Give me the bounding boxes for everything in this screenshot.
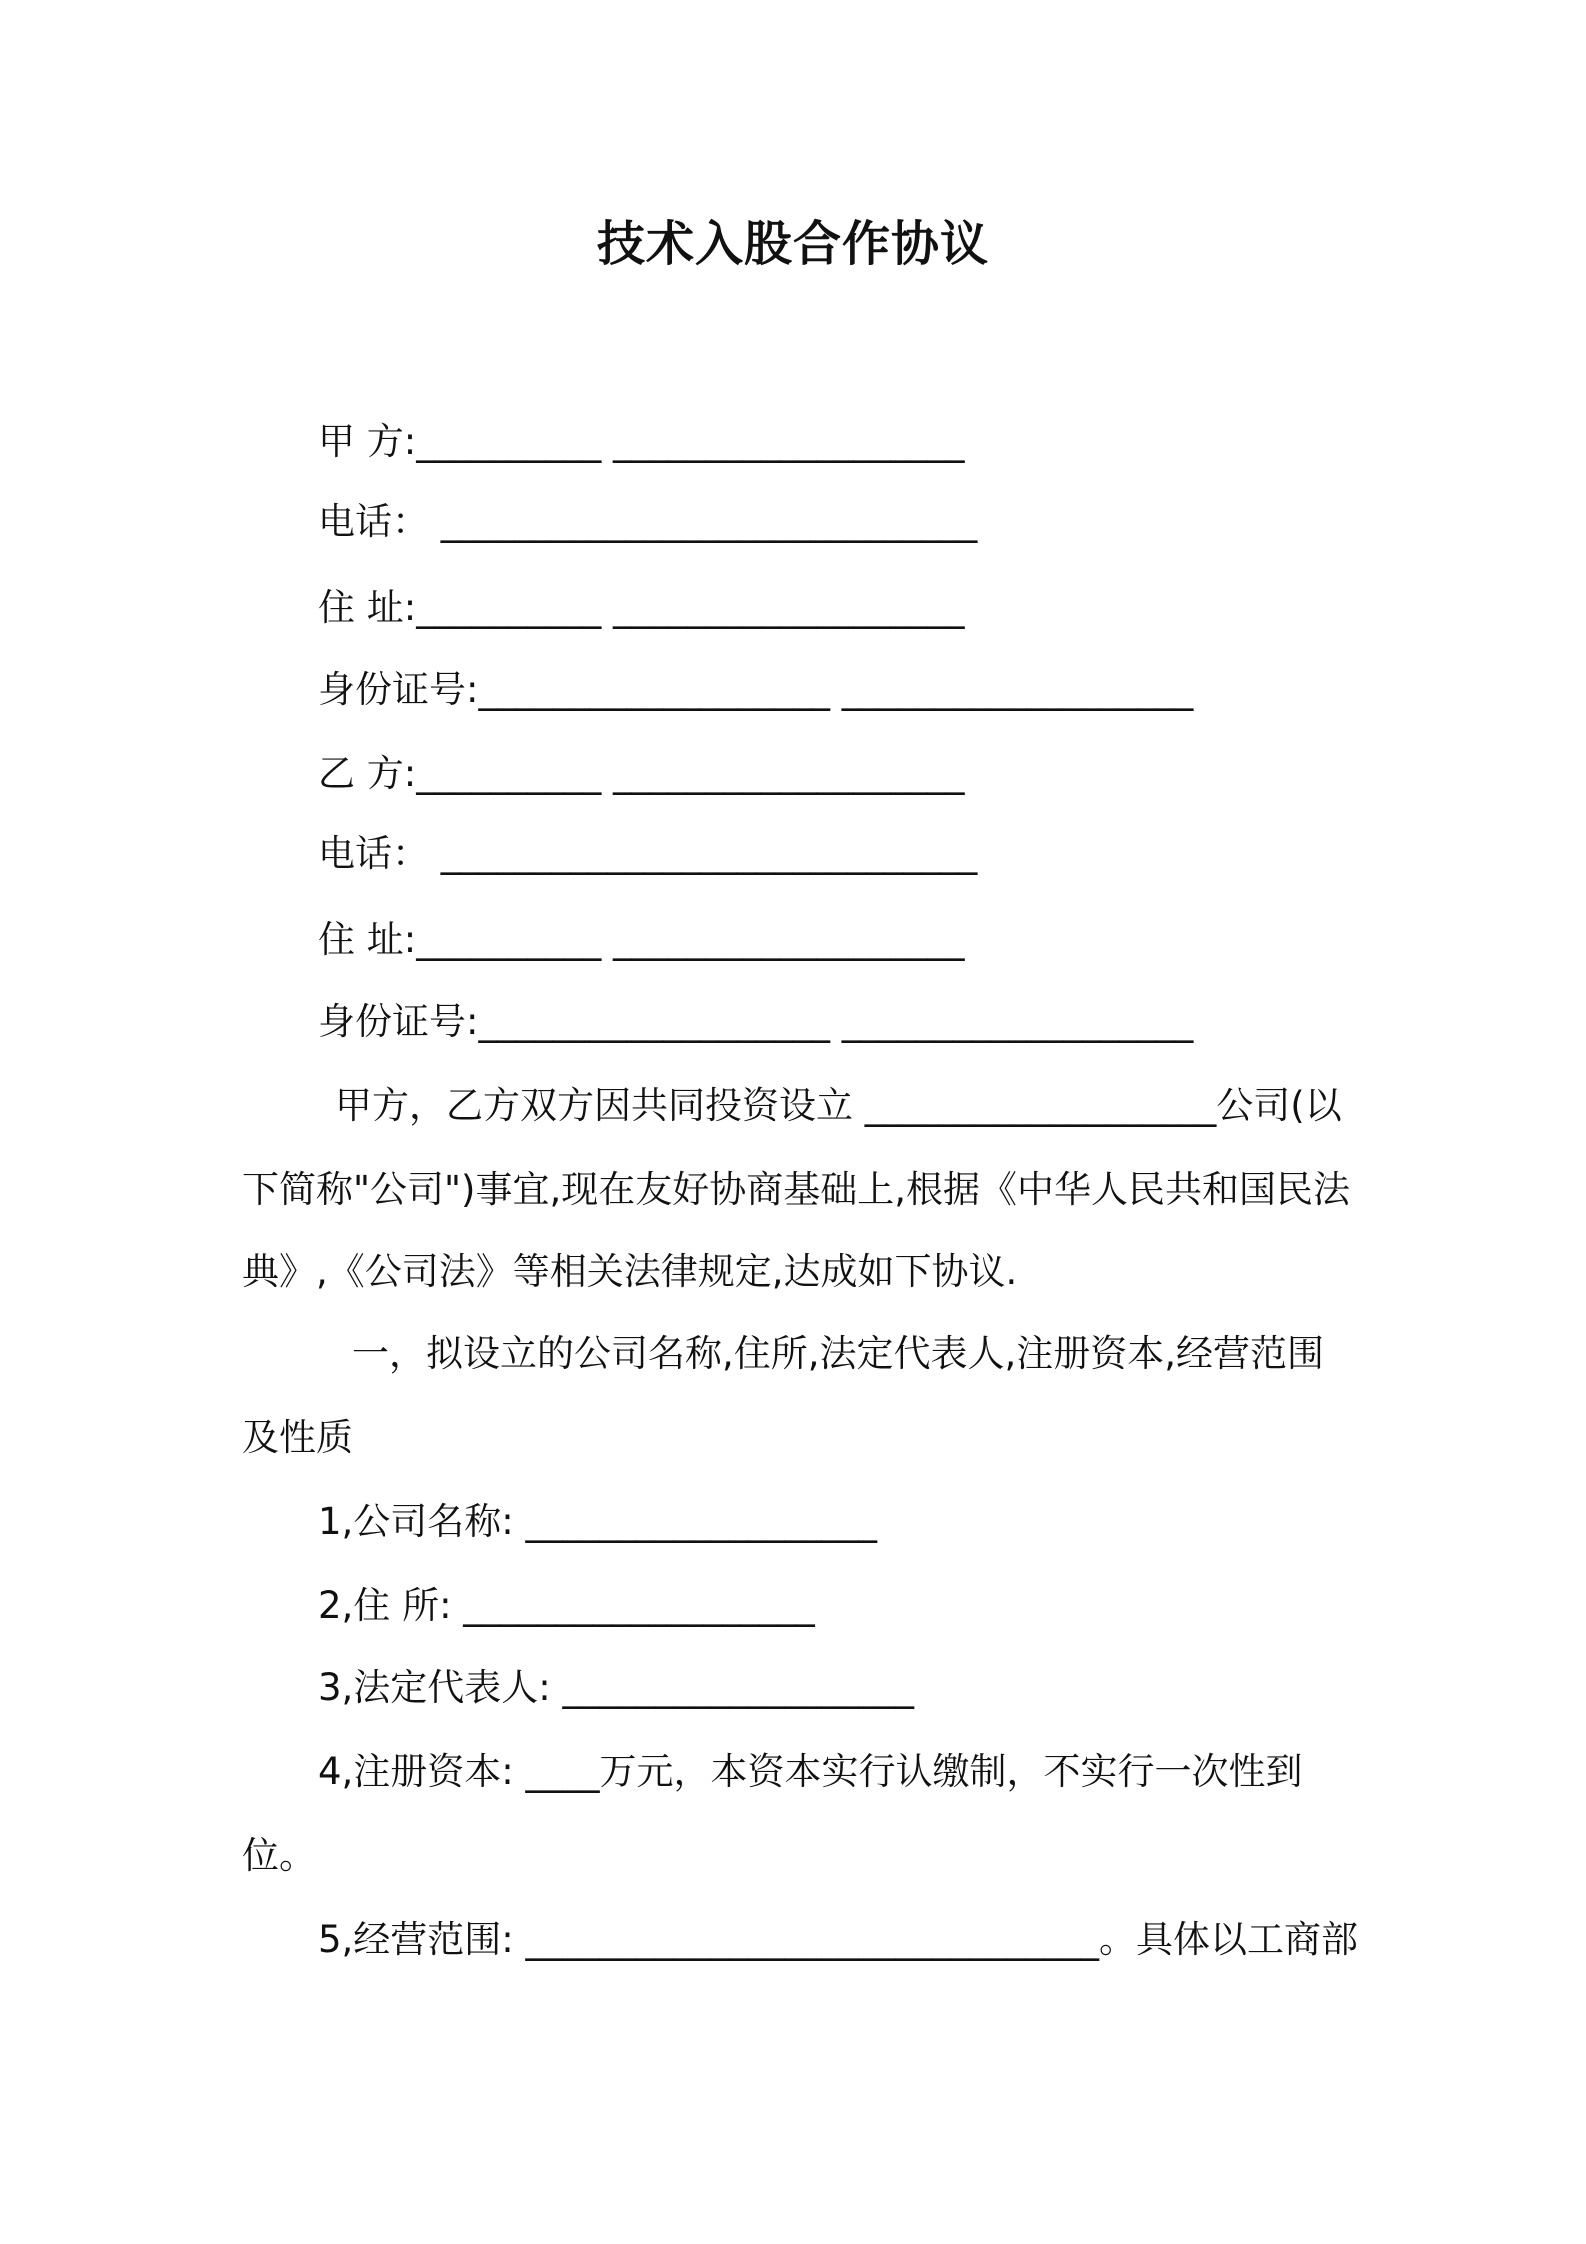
section-1-heading: 一，拟设立的公司名称,住所,法定代表人,注册资本,经营范围 (352, 1332, 1325, 1375)
registered-capital-item-continued: 位。 (242, 1834, 316, 1877)
intro-line-1: 甲方，乙方双方因共同投资设立 ___________________公司(以 (335, 1084, 1342, 1127)
company-name-item: 1,公司名称: ___________________ (318, 1500, 878, 1543)
party-b-name-field: 乙 方:__________ ___________________ (318, 752, 965, 795)
party-a-id-field: 身份证号:___________________ ___________________ (318, 668, 1194, 711)
registered-capital-item: 4,注册资本: ____万元，本资本实行认缴制，不实行一次性到 (318, 1750, 1303, 1793)
party-a-name-field: 甲 方:__________ ___________________ (318, 420, 965, 463)
company-address-item: 2,住 所: ___________________ (318, 1584, 815, 1627)
party-b-id-field: 身份证号:___________________ ___________________ (318, 1000, 1194, 1043)
business-scope-item: 5,经营范围: _______________________________。具体以工商部 (318, 1918, 1359, 1961)
intro-line-3: 典》,《公司法》等相关法律规定,达成如下协议. (242, 1250, 1018, 1293)
party-b-address-field: 住 址:__________ ___________________ (318, 918, 965, 961)
legal-representative-item: 3,法定代表人: ___________________ (318, 1666, 915, 1709)
section-1-heading-continued: 及性质 (242, 1416, 353, 1459)
party-a-address-field: 住 址:__________ ___________________ (318, 586, 965, 629)
party-b-phone-field: 电话： _____________________________ (318, 832, 978, 875)
intro-line-2: 下简称"公司")事宜,现在友好协商基础上,根据《中华人民共和国民法 (242, 1168, 1350, 1211)
document-title: 技术入股合作协议 (596, 216, 989, 272)
party-a-phone-field: 电话： _____________________________ (318, 500, 978, 543)
